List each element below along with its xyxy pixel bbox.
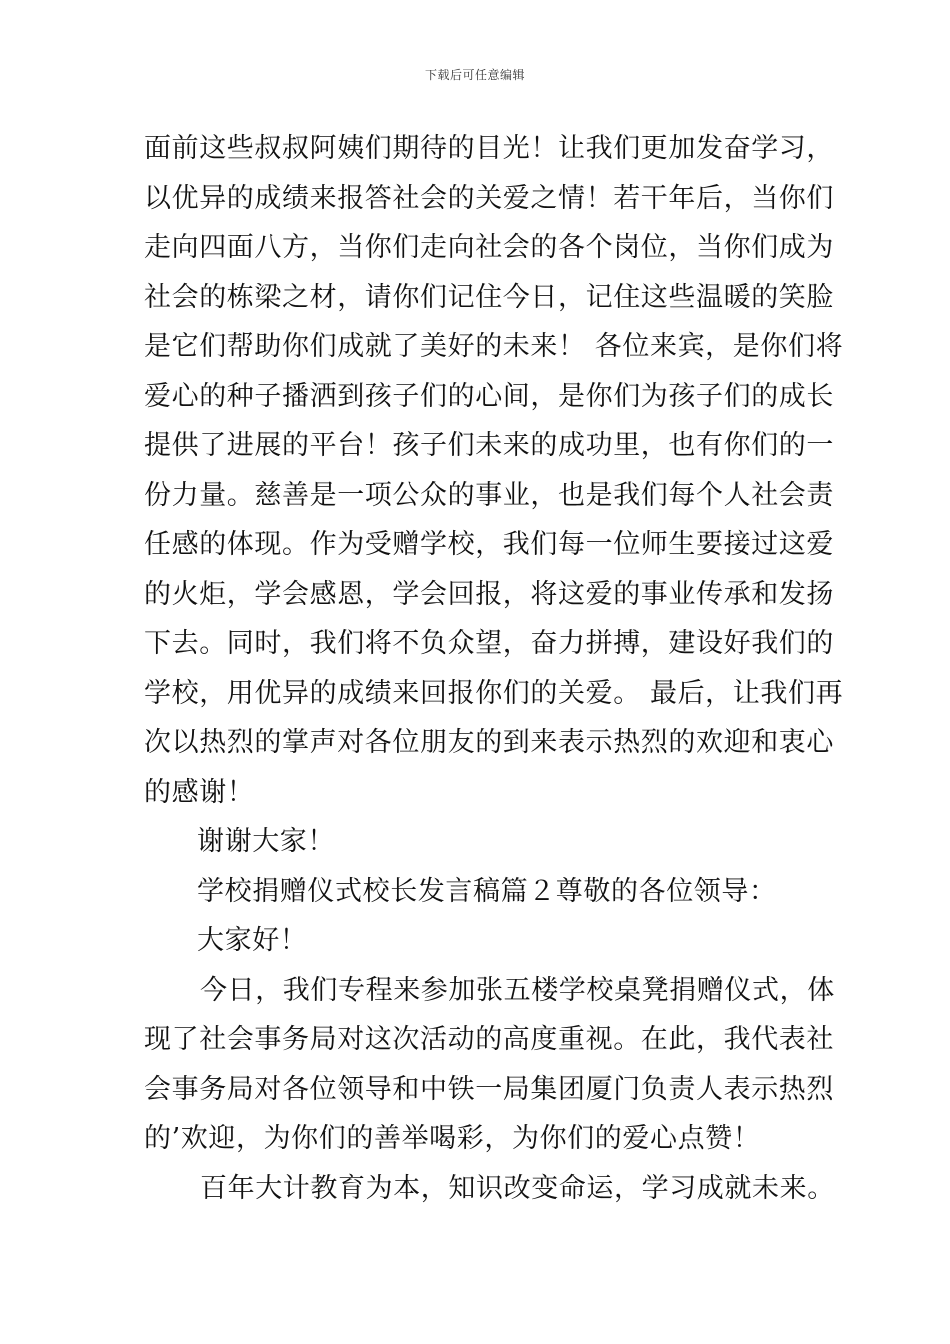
text-line: 任感的体现。作为受赠学校，我们每一位师生要接过这爱 — [144, 529, 834, 560]
text-line: 爱心的种子播洒到孩子们的心间，是你们为孩子们的成长 — [144, 380, 834, 412]
text-line: 是它们帮助你们成就了美好的未来！ 各位来宾，是你们将 — [144, 331, 844, 362]
text-line: 面前这些叔叔阿姨们期待的目光！让我们更加发奋学习， — [144, 133, 834, 164]
paragraph-start-line: 百年大计教育为本，知识改变命运，学习成就未来。 — [200, 1172, 835, 1204]
text-line: 的感谢！ — [144, 776, 255, 808]
text-line: 提供了进展的平台！孩子们未来的成功里，也有你们的一 — [144, 430, 834, 461]
text-line: 社会的栋梁之材，请你们记住今日，记住这些温暖的笑脸 — [144, 281, 834, 313]
text-line: 的火炬，学会感恩，学会回报，将这爱的事业传承和发扬 — [144, 578, 834, 610]
text-line: 会事务局对各位领导和中铁一局集团厦门负责人表示热烈 — [144, 1073, 834, 1105]
thanks-line: 谢谢大家！ — [197, 826, 335, 857]
greeting-line: 大家好！ — [197, 925, 308, 956]
text-line: 份力量。慈善是一项公众的事业，也是我们每个人社会责 — [144, 479, 834, 511]
text-line: 下去。同时，我们将不负众望，奋力拼搏，建设好我们的 — [144, 628, 834, 659]
text-line: 走向四面八方，当你们走向社会的各个岗位，当你们成为 — [144, 232, 834, 263]
document-body — [144, 124, 844, 1213]
text-line: 现了社会事务局对这次活动的高度重视。在此，我代表社 — [144, 1024, 834, 1055]
text-line: 以优异的成绩来报答社会的关爱之情！若干年后，当你们 — [144, 182, 834, 214]
text-line: 次以热烈的掌声对各位朋友的到来表示热烈的欢迎和衷心 — [144, 727, 834, 758]
paragraph-start-line: 今日，我们专程来参加张五楼学校桌凳捐赠仪式，体 — [200, 974, 835, 1006]
header-note: 下载后可任意编辑 — [424, 68, 525, 82]
speech-title-line: 学校捐赠仪式校长发言稿篇２尊敬的各位领导： — [197, 875, 777, 907]
text-line: 的’欢迎，为你们的善举喝彩，为你们的爱心点赞！ — [144, 1123, 761, 1154]
text-line: 学校，用优异的成绩来回报你们的关爱。 最后，让我们再 — [144, 677, 844, 709]
